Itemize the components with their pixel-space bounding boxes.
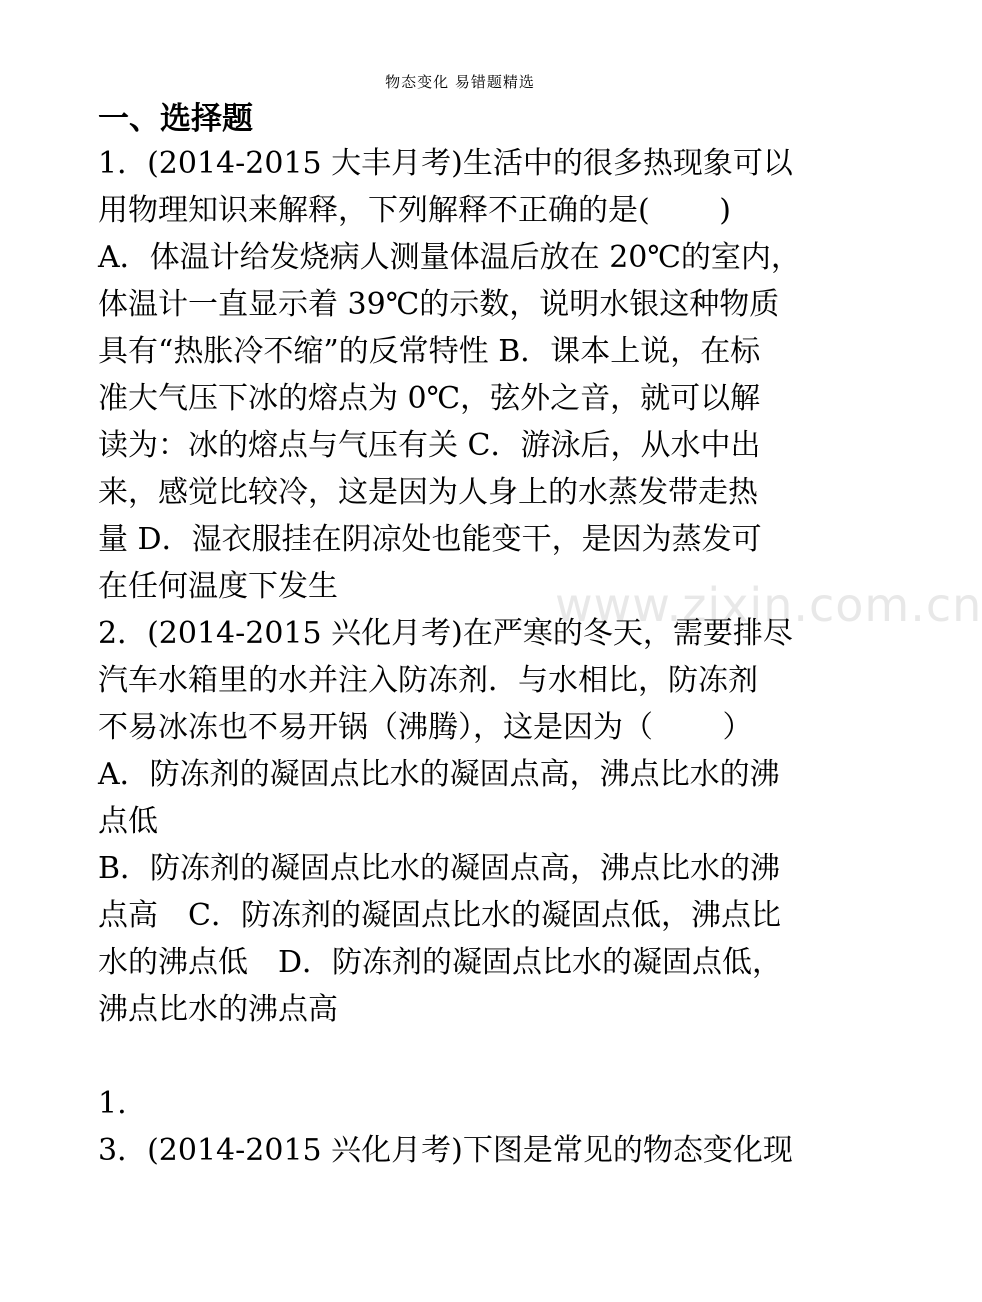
document-body — [98, 98, 863, 1174]
text-line: A．体温计给发烧病人测量体温后放在 20℃的室内， — [98, 240, 801, 275]
blank-line — [98, 1033, 863, 1080]
text-line: 2．(2014-2015 兴化月考)在严寒的冬天，需要排尽 — [98, 616, 793, 651]
text-line: 准大气压下冰的熔点为 0℃，弦外之音，就可以解 — [98, 381, 761, 416]
text-line: 体温计一直显示着 39℃的示数，说明水银这种物质 — [98, 287, 780, 322]
text-line: 不易冰冻也不易开锅（沸腾），这是因为（ ） — [98, 710, 753, 745]
text-line: 1．(2014-2015 大丰月考)生活中的很多热现象可以 — [98, 146, 793, 181]
text-line: 来，感觉比较冷，这是因为人身上的水蒸发带走热 — [98, 475, 758, 510]
watermark: www.zixin.com.cn — [555, 578, 982, 632]
text-line: 量 D．湿衣服挂在阴凉处也能变干，是因为蒸发可 — [98, 522, 762, 557]
text-line: 读为：冰的熔点与气压有关 C．游泳后，从水中出 — [98, 428, 761, 463]
text-line: 3．(2014-2015 兴化月考)下图是常见的物态变化现 — [98, 1133, 793, 1168]
text-line: 汽车水箱里的水并注入防冻剂．与水相比，防冻剂 — [98, 663, 758, 698]
text-line: 点低 — [98, 804, 158, 839]
text-line: 在任何温度下发生 — [98, 569, 338, 604]
text-line: 用物理知识来解释，下列解释不正确的是( ) — [98, 193, 731, 228]
text-line: 水的沸点低 D．防冻剂的凝固点比水的凝固点低， — [98, 945, 783, 980]
page-header: 物态变化 易错题精选 — [385, 73, 535, 91]
text-line: B．防冻剂的凝固点比水的凝固点高，沸点比水的沸 — [98, 851, 781, 886]
text-line: 具有“热胀冷不缩”的反常特性 B．课本上说，在标 — [98, 334, 761, 369]
section-title: 一、选择题 — [98, 101, 253, 137]
text-line: 沸点比水的沸点高 — [98, 992, 338, 1027]
text-line: A．防冻剂的凝固点比水的凝固点高，沸点比水的沸 — [98, 757, 780, 792]
text-line: 1. — [98, 1086, 127, 1121]
text-line: 点高 C．防冻剂的凝固点比水的凝固点低，沸点比 — [98, 898, 781, 933]
